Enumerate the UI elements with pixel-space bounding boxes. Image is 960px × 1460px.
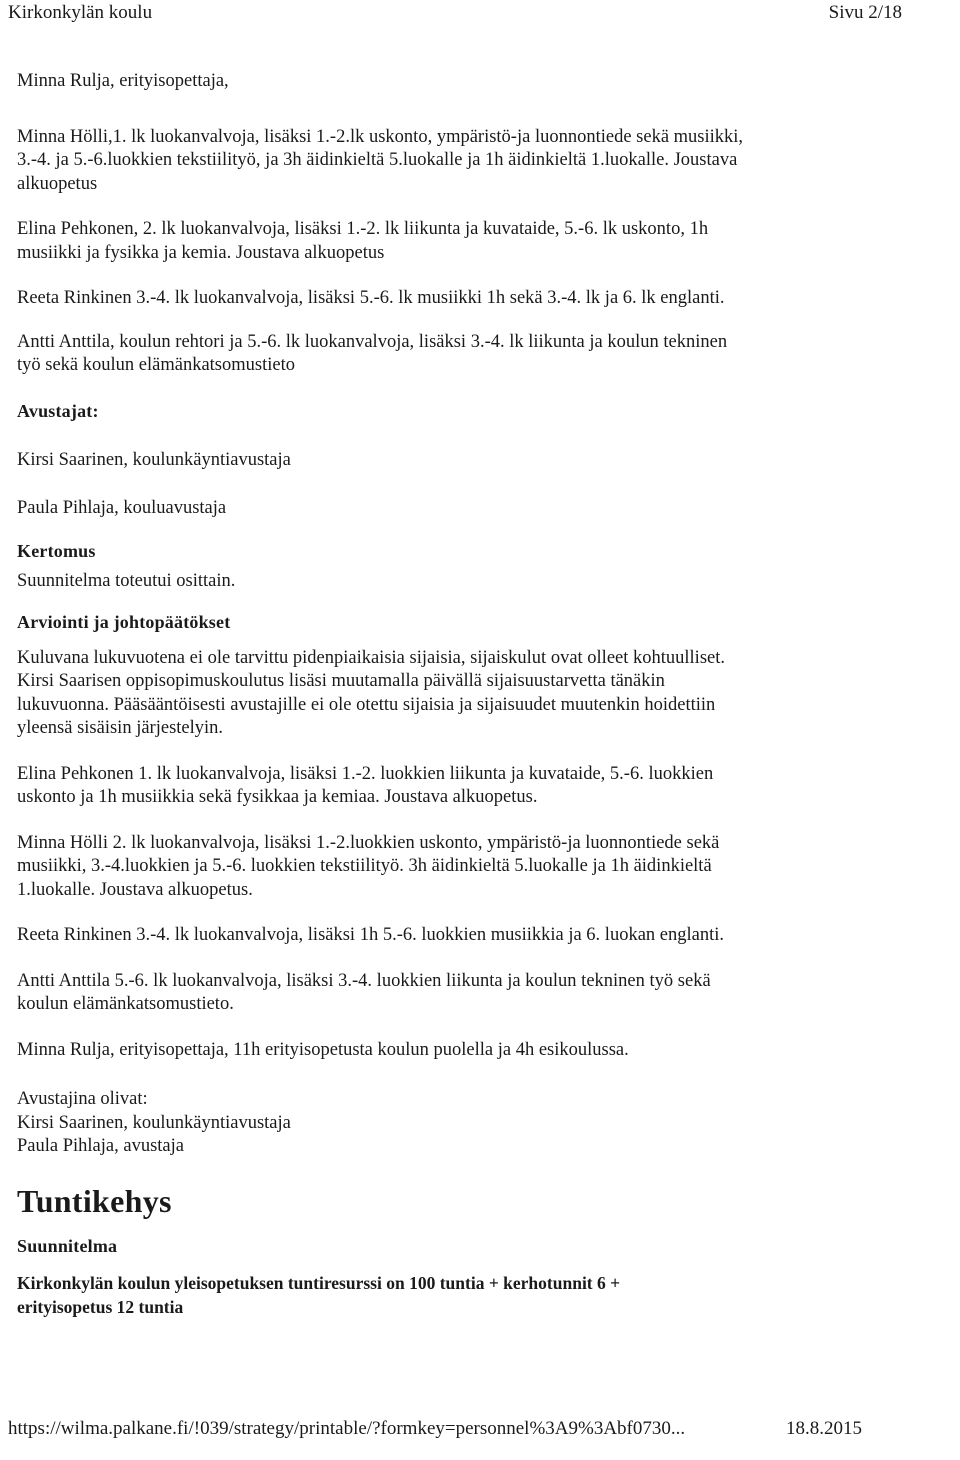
staff-summary-entry: Elina Pehkonen 1. lk luokanvalvoja, lisäksi 1.-2. luokkien liikunta ja kuvataide, 5.-6. luokkien uskonto ja 1h musiikkia sekä fysikkaa ja kemiaa. Joustava alkuopetus. [17, 763, 714, 807]
staff-summary-entry: Antti Anttila 5.-6. lk luokanvalvoja, lisäksi 3.-4. luokkien liikunta ja koulun tekninen työ sekä koulun elämänkatsomustieto. [17, 970, 711, 1014]
tuntikehys-text: Kirkonkylän koulun yleisopetuksen tuntiresurssi on 100 tuntia + kerhotunnit 6 + erityisopetus 12 tuntia [17, 1273, 621, 1317]
staff-summary-entry: Reeta Rinkinen 3.-4. lk luokanvalvoja, lisäksi 1h 5.-6. luokkien musiikkia ja 6. luokan englanti. [17, 925, 724, 945]
assistants-summary: Avustajina olivat: Kirsi Saarinen, koulunkäyntiavustaja Paula Pihlaja, avustaja [17, 1089, 291, 1156]
kertomus-text: Suunnitelma toteutui osittain. [17, 570, 236, 591]
kertomus-heading: Kertomus [17, 541, 96, 561]
document-content [17, 70, 877, 1319]
suunnitelma-heading: Suunnitelma [17, 1235, 118, 1256]
assistants-heading: Avustajat: [17, 400, 99, 421]
staff-entry: Reeta Rinkinen 3.-4. lk luokanvalvoja, lisäksi 5.-6. lk musiikki 1h sekä 3.-4. lk ja 6. lk englanti. [17, 288, 725, 308]
staff-entry: Antti Anttila, koulun rehtori ja 5.-6. lk luokanvalvoja, lisäksi 3.-4. lk liikunta ja koulun tekninen työ sekä koulun elämänkatsomustieto [17, 331, 728, 375]
assistant-entry: Paula Pihlaja, kouluavustaja [17, 497, 227, 518]
staff-summary-entry: Minna Rulja, erityisopettaja, 11h erityisopetusta koulun puolella ja 4h esikoulussa. [17, 1039, 629, 1060]
assistant-entry: Kirsi Saarinen, koulunkäyntiavustaja [17, 450, 291, 470]
school-name: Kirkonkylän koulu [8, 2, 153, 23]
footer-url: https://wilma.palkane.fi/!039/strategy/printable/?formkey=personnel%3A9%3Abf0730... [8, 1418, 686, 1439]
page-header [8, 2, 902, 26]
tuntikehys-title: Tuntikehys [17, 1182, 172, 1219]
arviointi-heading: Arviointi ja johtopäätökset [17, 612, 231, 632]
staff-summary-entry: Minna Hölli 2. lk luokanvalvoja, lisäksi 1.-2.luokkien uskonto, ympäristö-ja luonnontiede sekä musiikki, 3.-4.luokkien ja 5.-6. luokkien tekstiilityö. 3h äidinkieltä 5.luokalle ja 1h äidinkieltä 1.luokalle. Joustava alkuopetus. [17, 832, 720, 900]
staff-entry: Minna Rulja, erityisopettaja, [17, 71, 229, 91]
staff-entry: Elina Pehkonen, 2. lk luokanvalvoja, lisäksi 1.-2. lk liikunta ja kuvataide, 5.-6. lk uskonto, 1h musiikki ja fysikka ja kemia. Joustava alkuopetus [17, 219, 709, 263]
arviointi-paragraph: Kuluvana lukuvuotena ei ole tarvittu pidenpiaikaisia sijaisia, sijaiskulut ovat olleet kohtuulliset. Kirsi Saarisen oppisopimuskoulutus lisäsi muutamalla päivällä sijaisuustarvetta tänäkin lukuvuonna. Pääsääntöisesti avustajille ei ole otettu sijaisia ja sijaisuudet muutenkin hoidettiin yleensä sisäisin järjestelyin. [17, 647, 725, 738]
page-number: Sivu 2/18 [828, 2, 902, 23]
staff-entry: Minna Hölli,1. lk luokanvalvoja, lisäksi 1.-2.lk uskonto, ympäristö-ja luonnontiede sekä musiikki, 3.-4. ja 5.-6.luokkien tekstiilityö, ja 3h äidinkieltä 5.luokalle ja 1h äidinkieltä 1.luokalle. Joustava alkuopetus [17, 126, 744, 194]
page-footer [8, 1418, 862, 1444]
footer-date: 18.8.2015 [786, 1418, 862, 1439]
